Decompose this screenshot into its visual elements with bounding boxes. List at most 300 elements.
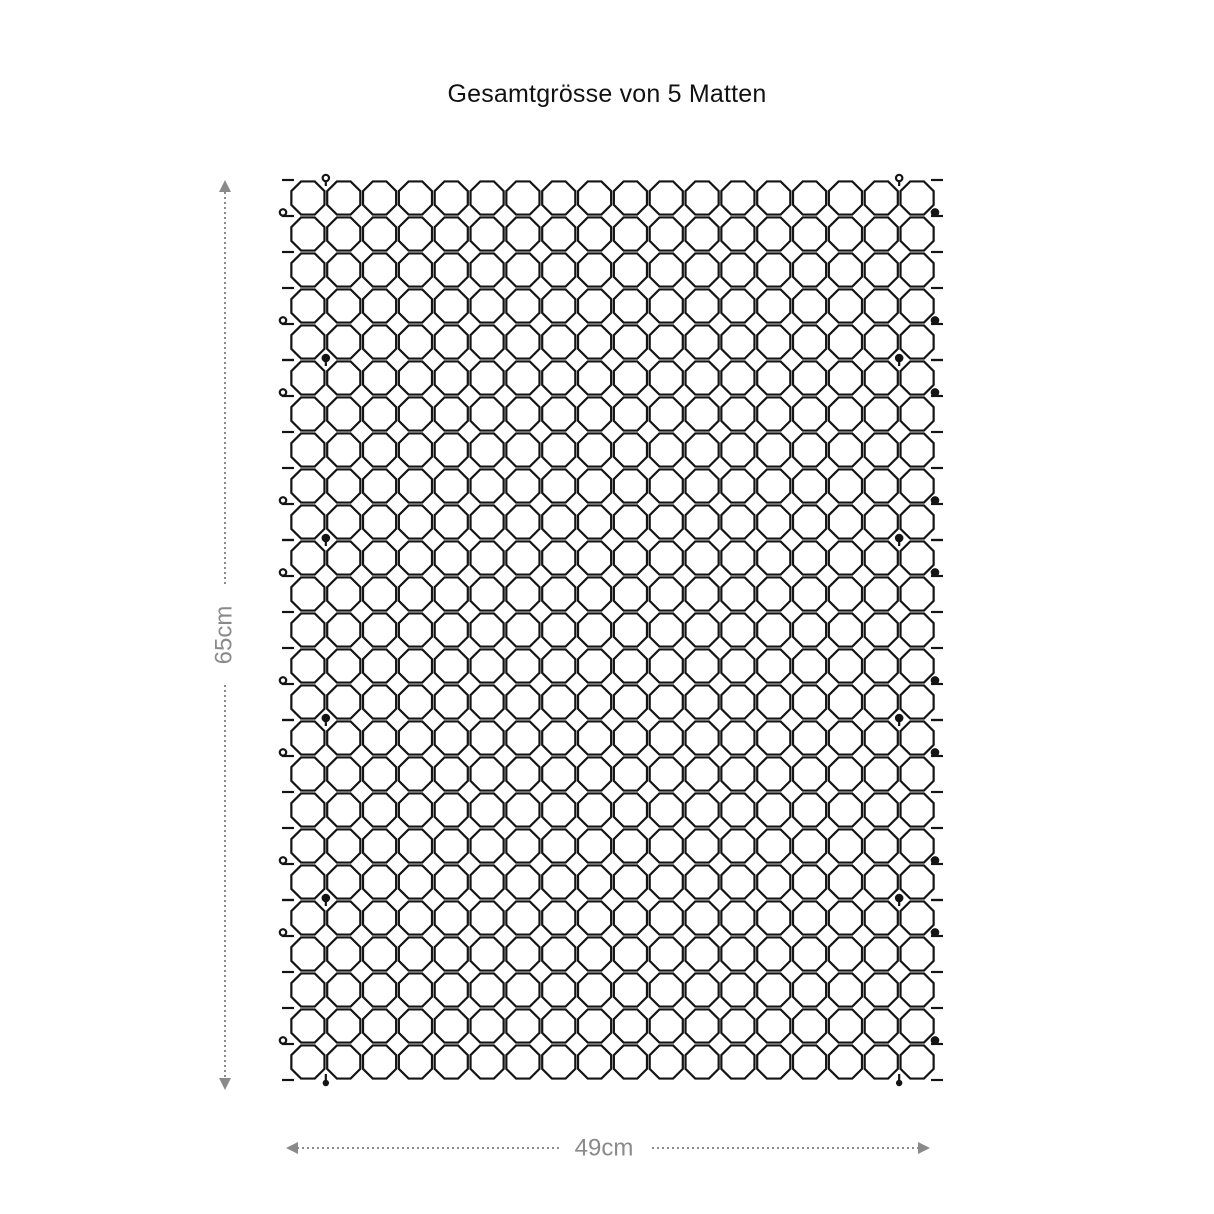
mesh-cell: [506, 1045, 539, 1078]
mesh-cell: [506, 901, 539, 934]
mesh-cell: [291, 397, 324, 430]
mesh-cell: [578, 577, 611, 610]
mesh-cell: [650, 937, 683, 970]
mesh-cell: [793, 505, 826, 538]
mesh-cell: [399, 253, 432, 286]
mesh-cell: [291, 217, 324, 250]
mesh-cell: [757, 613, 790, 646]
mesh-cell: [327, 829, 360, 862]
mesh-cell: [614, 541, 647, 574]
mesh-cell: [399, 325, 432, 358]
mesh-cell: [865, 901, 898, 934]
right-loop-peg-icon: [932, 569, 938, 575]
mesh-cell: [506, 937, 539, 970]
mesh-cell: [650, 361, 683, 394]
mesh-cell: [865, 973, 898, 1006]
mesh-cell: [291, 757, 324, 790]
mesh-cell: [757, 469, 790, 502]
mesh-cell: [542, 325, 575, 358]
mesh-cell: [829, 1009, 862, 1042]
mesh-cell: [399, 397, 432, 430]
mesh-cell: [399, 289, 432, 322]
mesh-cell: [829, 829, 862, 862]
mat-connector-knob-icon: [323, 1080, 329, 1086]
mesh-cell: [721, 1045, 754, 1078]
mesh-cell: [793, 865, 826, 898]
mesh-cell: [506, 829, 539, 862]
mesh-cell: [542, 181, 575, 214]
mesh-cell: [865, 289, 898, 322]
mesh-cell: [721, 577, 754, 610]
mesh-cell: [291, 325, 324, 358]
mesh-cell: [291, 793, 324, 826]
right-loop-peg-icon: [932, 749, 938, 755]
mesh-cell: [363, 1009, 396, 1042]
mesh-cell: [471, 721, 504, 754]
mesh-cell: [578, 541, 611, 574]
mesh-cell: [793, 973, 826, 1006]
mesh-cell: [542, 433, 575, 466]
mesh-cell: [721, 829, 754, 862]
mesh-cell: [901, 181, 934, 214]
mesh-cell: [614, 613, 647, 646]
mesh-cell: [471, 1009, 504, 1042]
mesh-cell: [757, 649, 790, 682]
mesh-cell: [506, 253, 539, 286]
left-loop-peg-icon: [280, 857, 286, 863]
left-loop-peg-icon: [280, 929, 286, 935]
mesh-cell: [327, 541, 360, 574]
mesh-cell: [327, 217, 360, 250]
mesh-cell: [901, 469, 934, 502]
mesh-cell: [435, 433, 468, 466]
mesh-cell: [721, 541, 754, 574]
mesh-cell: [757, 973, 790, 1006]
mesh-cell: [829, 253, 862, 286]
mesh-cell: [327, 1045, 360, 1078]
mesh-cell: [650, 433, 683, 466]
mesh-cell: [506, 541, 539, 574]
mesh-cell: [506, 721, 539, 754]
mesh-cell: [650, 469, 683, 502]
mesh-cell: [506, 325, 539, 358]
mesh-cell: [471, 685, 504, 718]
mesh-cell: [614, 289, 647, 322]
mesh-cell: [435, 469, 468, 502]
mesh-cell: [901, 757, 934, 790]
left-loop-peg-icon: [280, 497, 286, 503]
mesh-cell: [829, 613, 862, 646]
mesh-cell: [363, 865, 396, 898]
mesh-mat: [280, 714, 943, 900]
mesh-cell: [363, 973, 396, 1006]
right-loop-peg-icon: [932, 929, 938, 935]
mesh-cell: [686, 1045, 719, 1078]
mesh-cell: [399, 613, 432, 646]
mesh-cell: [614, 397, 647, 430]
mesh-cell: [614, 361, 647, 394]
mesh-cell: [686, 253, 719, 286]
mesh-cell: [901, 1045, 934, 1078]
mesh-cell: [757, 541, 790, 574]
mesh-cell: [471, 289, 504, 322]
mesh-cell: [614, 1045, 647, 1078]
mesh-cell: [471, 181, 504, 214]
mesh-cell: [901, 505, 934, 538]
mesh-cell: [793, 901, 826, 934]
mesh-cell: [721, 469, 754, 502]
mesh-cell: [471, 541, 504, 574]
mesh-cell: [614, 505, 647, 538]
mesh-cell: [865, 217, 898, 250]
mesh-cell: [435, 649, 468, 682]
width-dimension: [286, 1134, 930, 1161]
mesh-cell: [399, 901, 432, 934]
mesh-cell: [721, 181, 754, 214]
mesh-cell: [542, 361, 575, 394]
mesh-cell: [757, 181, 790, 214]
mesh-cell: [650, 541, 683, 574]
mesh-cell: [757, 325, 790, 358]
mesh-cell: [363, 1045, 396, 1078]
mat-connector-knob-icon: [323, 175, 329, 181]
mesh-cell: [578, 865, 611, 898]
mesh-cell: [578, 181, 611, 214]
mesh-cell: [578, 361, 611, 394]
mesh-cell: [650, 649, 683, 682]
mesh-cell: [829, 289, 862, 322]
mesh-cell: [721, 325, 754, 358]
mesh-cell: [650, 973, 683, 1006]
mesh-cell: [327, 577, 360, 610]
right-loop-peg-icon: [932, 209, 938, 215]
mesh-cell: [829, 973, 862, 1006]
mesh-cell: [686, 469, 719, 502]
mesh-cell: [363, 577, 396, 610]
mesh-cell: [793, 649, 826, 682]
mesh-cell: [793, 253, 826, 286]
mesh-cell: [363, 793, 396, 826]
mesh-cell: [363, 685, 396, 718]
mesh-cell: [757, 1009, 790, 1042]
mesh-cell: [399, 829, 432, 862]
mesh-cell: [363, 397, 396, 430]
mesh-cell: [471, 397, 504, 430]
mesh-cell: [471, 973, 504, 1006]
mesh-cell: [901, 433, 934, 466]
mesh-cell: [757, 433, 790, 466]
mesh-cell: [471, 649, 504, 682]
mesh-cell: [471, 1045, 504, 1078]
mesh-cell: [757, 937, 790, 970]
mesh-cell: [829, 685, 862, 718]
mesh-cell: [686, 1009, 719, 1042]
mesh-cell: [686, 289, 719, 322]
mat-connector-knob-icon: [896, 715, 902, 721]
mesh-cell: [291, 685, 324, 718]
mesh-cell: [650, 1009, 683, 1042]
mesh-cell: [435, 613, 468, 646]
mesh-cell: [901, 1009, 934, 1042]
mesh-cell: [291, 433, 324, 466]
mesh-cell: [578, 901, 611, 934]
mesh-cell: [614, 1009, 647, 1042]
mesh-cell: [471, 469, 504, 502]
mesh-mat: [280, 534, 943, 720]
left-loop-peg-icon: [280, 389, 286, 395]
mesh-cell: [327, 469, 360, 502]
mesh-cell: [399, 469, 432, 502]
mesh-cell: [363, 181, 396, 214]
right-loop-peg-icon: [932, 389, 938, 395]
mesh-cell: [757, 865, 790, 898]
mesh-cell: [291, 829, 324, 862]
mesh-cell: [686, 721, 719, 754]
mesh-cell: [829, 541, 862, 574]
mesh-cell: [829, 793, 862, 826]
mesh-cell: [901, 685, 934, 718]
mesh-cell: [327, 757, 360, 790]
mesh-cell: [363, 469, 396, 502]
mesh-cell: [865, 469, 898, 502]
mesh-cell: [291, 1045, 324, 1078]
mesh-cell: [363, 505, 396, 538]
mesh-cell: [435, 721, 468, 754]
mesh-cell: [435, 397, 468, 430]
mesh-cell: [865, 361, 898, 394]
mesh-cell: [542, 505, 575, 538]
mesh-cell: [865, 613, 898, 646]
mesh-cell: [363, 289, 396, 322]
mesh-cell: [506, 433, 539, 466]
mesh-cell: [542, 973, 575, 1006]
mesh-cell: [721, 901, 754, 934]
mat-connector-knob-icon: [323, 535, 329, 541]
mesh-cell: [865, 721, 898, 754]
mesh-cell: [686, 361, 719, 394]
mesh-cell: [435, 577, 468, 610]
mesh-cell: [506, 577, 539, 610]
mat-connector-knob-icon: [896, 175, 902, 181]
height-dimension: [210, 180, 237, 1090]
mesh-cell: [435, 901, 468, 934]
mesh-cell: [578, 649, 611, 682]
mesh-cell: [614, 685, 647, 718]
mesh-cell: [721, 937, 754, 970]
mesh-cell: [901, 973, 934, 1006]
mesh-cell: [757, 721, 790, 754]
mesh-cell: [327, 649, 360, 682]
mesh-cell: [829, 433, 862, 466]
right-loop-peg-icon: [932, 497, 938, 503]
mesh-cell: [901, 937, 934, 970]
mesh-cell: [614, 577, 647, 610]
mesh-mat: [280, 174, 943, 360]
mesh-cell: [542, 757, 575, 790]
mesh-cell: [614, 793, 647, 826]
mesh-cell: [865, 541, 898, 574]
mesh-cell: [757, 793, 790, 826]
mat-connector-knob-icon: [896, 535, 902, 541]
mesh-cell: [327, 865, 360, 898]
left-loop-peg-icon: [280, 569, 286, 575]
mesh-cell: [793, 1009, 826, 1042]
mesh-cell: [435, 217, 468, 250]
mesh-cell: [435, 181, 468, 214]
mesh-cell: [363, 649, 396, 682]
mesh-cell: [793, 397, 826, 430]
mesh-cell: [650, 1045, 683, 1078]
mesh-cell: [650, 253, 683, 286]
mesh-cell: [471, 865, 504, 898]
mesh-cell: [650, 721, 683, 754]
mesh-cell: [650, 577, 683, 610]
mesh-cell: [399, 1009, 432, 1042]
mat-connector-knob-icon: [896, 1080, 902, 1086]
mesh-cell: [506, 469, 539, 502]
mesh-mat: [280, 354, 943, 540]
mesh-cell: [291, 505, 324, 538]
mesh-cell: [291, 613, 324, 646]
mesh-cell: [542, 901, 575, 934]
mesh-cell: [506, 865, 539, 898]
mesh-cell: [614, 433, 647, 466]
mesh-cell: [614, 181, 647, 214]
mesh-cell: [471, 757, 504, 790]
mesh-cell: [291, 901, 324, 934]
mesh-cell: [327, 505, 360, 538]
mesh-cell: [471, 793, 504, 826]
mesh-cell: [793, 433, 826, 466]
mesh-cell: [721, 721, 754, 754]
mesh-cell: [829, 469, 862, 502]
mesh-cell: [542, 793, 575, 826]
mesh-cell: [865, 685, 898, 718]
mesh-cell: [686, 757, 719, 790]
height-arrow-top-icon: [219, 180, 231, 192]
mesh-cell: [578, 217, 611, 250]
mesh-cell: [865, 1045, 898, 1078]
mesh-cell: [327, 721, 360, 754]
mesh-cell: [291, 1009, 324, 1042]
mesh-cell: [363, 829, 396, 862]
mesh-cell: [757, 505, 790, 538]
mesh-cell: [650, 685, 683, 718]
mesh-cell: [757, 397, 790, 430]
mesh-cell: [399, 793, 432, 826]
mesh-cell: [542, 541, 575, 574]
mesh-cell: [471, 937, 504, 970]
mesh-cell: [757, 289, 790, 322]
mesh-cell: [757, 217, 790, 250]
mesh-cell: [471, 217, 504, 250]
mesh-cell: [327, 289, 360, 322]
mesh-cell: [757, 577, 790, 610]
mesh-cell: [865, 1009, 898, 1042]
mesh-cell: [291, 721, 324, 754]
mesh-cell: [865, 793, 898, 826]
mesh-cell: [291, 469, 324, 502]
mesh-cell: [327, 1009, 360, 1042]
mesh-cell: [542, 937, 575, 970]
mesh-cell: [363, 901, 396, 934]
mesh-cell: [614, 253, 647, 286]
mesh-cell: [721, 289, 754, 322]
mesh-cell: [686, 397, 719, 430]
mesh-cell: [757, 361, 790, 394]
mesh-cell: [650, 397, 683, 430]
mesh-cell: [650, 901, 683, 934]
mesh-cell: [327, 397, 360, 430]
mesh-cell: [721, 757, 754, 790]
mesh-cell: [327, 181, 360, 214]
mesh-cell: [650, 217, 683, 250]
mesh-cell: [793, 757, 826, 790]
mesh-cell: [901, 649, 934, 682]
mesh-cell: [363, 217, 396, 250]
mesh-cell: [865, 433, 898, 466]
mesh-cell: [686, 793, 719, 826]
mesh-cell: [506, 181, 539, 214]
right-loop-peg-icon: [932, 677, 938, 683]
mesh-cell: [901, 253, 934, 286]
mesh-cell: [506, 685, 539, 718]
mesh-cell: [793, 793, 826, 826]
mesh-cell: [506, 757, 539, 790]
height-arrow-bottom-icon: [219, 1078, 231, 1090]
mesh-cell: [578, 1009, 611, 1042]
mesh-cell: [721, 1009, 754, 1042]
mesh-cell: [542, 1045, 575, 1078]
mesh-cell: [399, 865, 432, 898]
height-label: 65cm: [210, 605, 238, 665]
mesh-cell: [435, 325, 468, 358]
mesh-cell: [327, 973, 360, 1006]
mesh-cell: [327, 793, 360, 826]
left-loop-peg-icon: [280, 209, 286, 215]
mesh-cell: [435, 289, 468, 322]
right-loop-peg-icon: [932, 317, 938, 323]
mesh-cell: [435, 505, 468, 538]
mesh-cell: [793, 289, 826, 322]
mesh-cell: [865, 829, 898, 862]
mesh-cell: [865, 577, 898, 610]
mesh-cell: [686, 973, 719, 1006]
mesh-cell: [506, 613, 539, 646]
mesh-cell: [578, 325, 611, 358]
mesh-cell: [793, 325, 826, 358]
mesh-cell: [614, 865, 647, 898]
mesh-cell: [650, 793, 683, 826]
mesh-cell: [614, 721, 647, 754]
mesh-cell: [578, 829, 611, 862]
mesh-cell: [327, 613, 360, 646]
mesh-cell: [471, 829, 504, 862]
mesh-cell: [757, 685, 790, 718]
mesh-cell: [793, 613, 826, 646]
mesh-cell: [471, 325, 504, 358]
mesh-cell: [686, 325, 719, 358]
mesh-cell: [578, 721, 611, 754]
mesh-cell: [614, 325, 647, 358]
mesh-cell: [686, 541, 719, 574]
mats-group: [280, 174, 943, 1086]
mesh-cell: [327, 937, 360, 970]
mesh-cell: [829, 181, 862, 214]
mesh-cell: [865, 253, 898, 286]
mesh-cell: [829, 757, 862, 790]
mesh-cell: [363, 937, 396, 970]
